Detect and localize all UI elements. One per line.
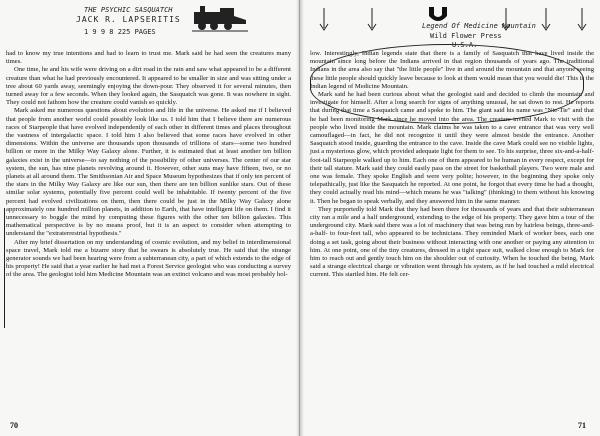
handwritten-country: U.S.A. [452, 41, 478, 49]
paragraph: One time, he and his wife were driving on a dirt road in the rain and saw what appeared to be a different creature than what he had previously encountered. It appeared to be smaller in size and was sitting under a tree about 60 yards away, seemingly enjoying the down-pour. They observed it for several minutes, then turned away for a few seconds. When they looked again, the Sasquatch was gone. It was nowhere in sight. They could not fathom how the creature could vanish so quickly. [6, 66, 291, 107]
paragraph: Mark said he had been curious about what the geologist said and decided to climb the mountain and investigate for himself. After a long search for signs of anything unusual, he sat down to rest. He reports that during that time a Sasquatch came and spoke to him. The giant said his name was "Nie-Tie" and that he had been monitoring Mark since he moved into the area. The creature invited Mark to visit with the people who lived inside the mountain. Mark claims he was taken to a cave entrance that was very well camouflaged—in fact, he did not recognize it until they were almost beside the entrance. Another Sasquatch stood inside, guarding the entrance to the cave. Inside the cave Mark could see no visible lights, just a mysterious glow, which provided adequate light for them to see. To his surprise, three six-and-a-half-foot-tall Starpeople walked up to him. Each one of them appeared to be human in every respect, except for their tall stature. Mark said they could easily pass on the street for basketball players. Two were male and one was female. They spoke English and were very polite; however, in the beginning they spoke only telepathically, just like the Sasquatch he reported. At one point, he forgot that every time he had a thought, they could actually read his mind—which means he was "talking" (thinking) to them without his knowing it. Then he began to speak verbally, and they answered him in the same manner. [310, 91, 594, 205]
horseshoe-logo-icon [426, 6, 450, 22]
left-header-annotations [6, 4, 291, 50]
margin-bracket-mark [4, 208, 7, 328]
paragraph: Mark asked me numerous questions about evolution and life in the universe. He asked me if I believed that people from another world could possibly look like us. I told him that I believe there are numerous races of Starpeople that have evolved independently of each other in different times and places throughout the vastness of intergalactic space. I told him I also believed that some races have evolved in other dimensions. Within the universe are thousands upon thousands of trillions of stars—some two hundred billion or more in the Milky Way Galaxy alone. Further, it is estimated that at least another ten billion galaxies exist in the universe—to say nothing of the possibility of other universes. The center of our star system, the sun, has nine planets revolving around it. However, other suns may have fifteen, two, or no planets at all around them. The Smithsonian Air and Space Museum hypothesizes that if only ten percent of the stars in the Milky Way Galaxy are like our sun, then there are ten billion sunlike stars. Out of these similar solar systems, potentially five percent could well be inhabitable. If twenty percent of the five percent had evolved civilizations on them, then there could be just in the Milky Way Galaxy alone approximately one hundred million planets, in addition to Earth, that have intelligent life on them. I find it unnecessary to boggle the mind by computing these figures with the other ten billion galaxies. This mathematical perspective is by no means proof, but it is an aspect to consider when attempting to understand the "extraterrestrial hypothesis." [6, 107, 291, 238]
page-number: 70 [10, 421, 18, 430]
right-page [300, 0, 600, 436]
right-page-body [310, 50, 594, 280]
handwritten-book-title: Legend Of Medicine Mountain [422, 22, 536, 30]
handwritten-book-title: THE PSYCHIC SASQUATCH [84, 6, 173, 14]
handwritten-author: JACK R. LAPSERITIS [76, 15, 181, 24]
train-stamp-icon [192, 4, 248, 32]
book-gutter-shadow [296, 0, 304, 436]
left-page-body [6, 50, 291, 280]
right-header-annotations [310, 4, 594, 50]
paragraph: They purportedly told Mark that they had been there for thousands of years and that their subterranean city ran a mile and a half underground, extending to the edge of his property. They gave him a tour of the underground city. Mark said there was a lot of machinery that was being run by hairless beings, three-and-a-half- to four-feet tall, who appeared to be technicians. They reminded Mark of worker bees, each one doing a set task, going about their business without interacting with one another or paying any attention to him. At one point, one of the tiny creatures, dressed in a tight space suit, walked close enough to Mark for him to reach out and gently touch him on the shoulder out of curiosity. When he touched the being, Mark said a strange electrical charge or vibration went through his system, as if he had touched a mild electrical current. This startled him. He felt cer- [310, 205, 594, 279]
paragraph: low. Interestingly, Indian legends state that there is a family of Sasquatch that have lived inside the mountain since long before the Indians arrived in that region thousands of years ago. The traditional Indians in the area also say that "the little people" live in and around the mountain and that anyone seeing these little people should quickly leave because to look at them would mean that you would die! This is the Indian legend of Medicine Mountain. [310, 50, 594, 90]
paragraph: had to know my true intentions and had to learn to trust me. Mark said he had seen the creatures many times. [6, 50, 291, 66]
page-number: 71 [578, 421, 586, 430]
handwritten-publisher: Wild Flower Press [430, 32, 502, 40]
handwritten-year-pages: 1 9 9 8 225 PAGES [84, 28, 156, 36]
paragraph: After my brief dissertation on my understanding of cosmic evolution, and my belief in interdimensional space travel, Mark told me a bizarre story that he swears is absolutely true. He said that the strange generator sounds we had been hearing were from a subterranean city, a part of which extends to the edge of his property! He said that a year earlier he had met a Forest Service geologist who was conducting a survey of the area. The geologist told him Medicine Mountain was an extinct volcano and was most probably hol- [6, 238, 291, 279]
